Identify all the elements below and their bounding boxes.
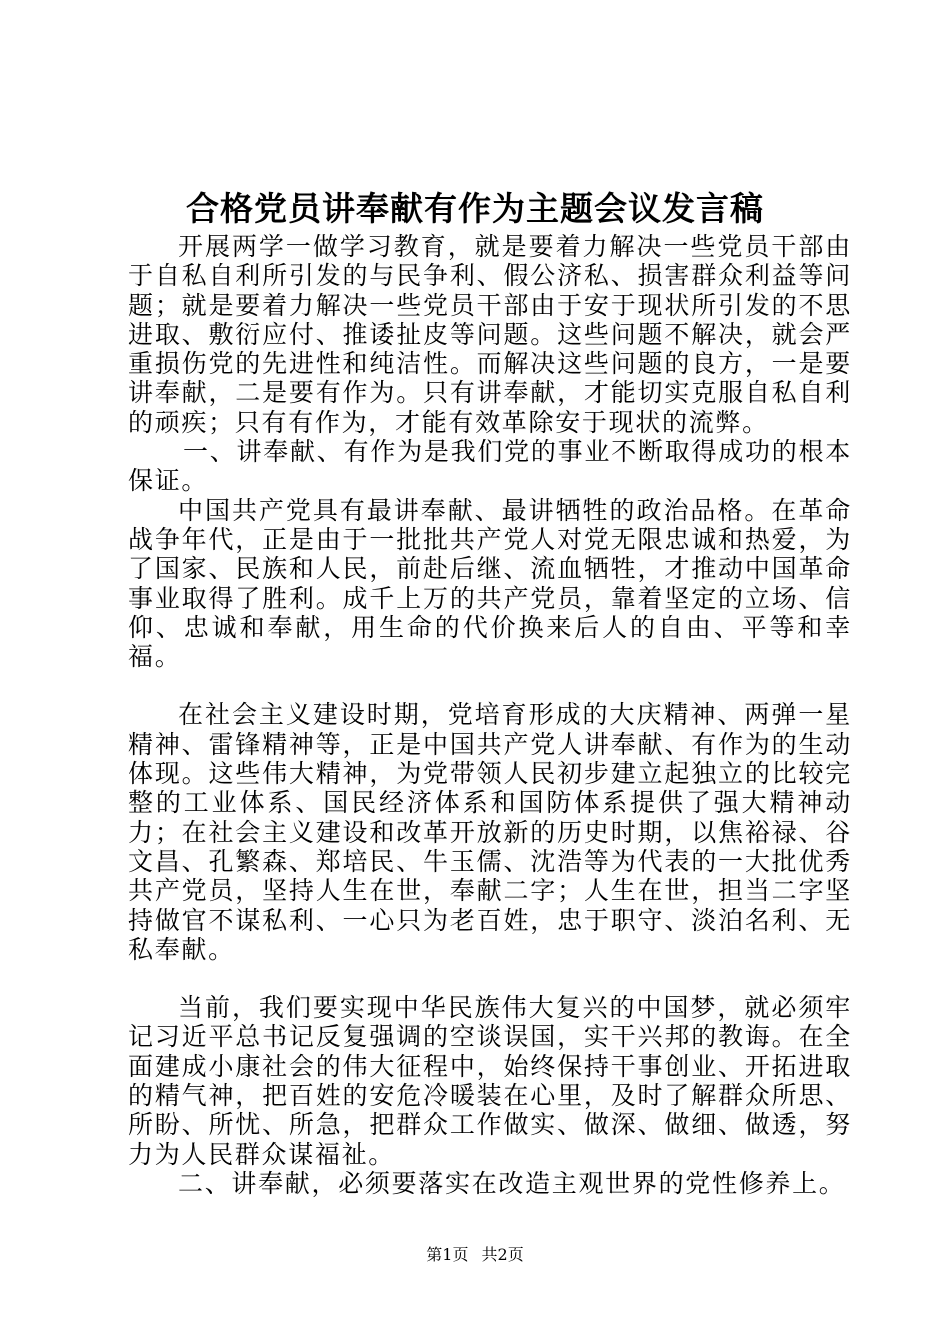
paragraph-current: 当前，我们要实现中华民族伟大复兴的中国梦，就必须牢记习近平总书记反复强调的空谈误国，实干兴邦的教诲。在全面建成小康社会的伟大征程中，始终保持干事创业、开拓进取的精气神，把百姓的安危冷暖装在心里，及时了解群众所思、所盼、所忧、所急，把群众工作做实、做深、做细、做透，努力为人民群众谋福祉。 [128, 993, 852, 1169]
section-heading-one: 一、讲奉献、有作为是我们党的事业不断取得成功的根本保证。 [128, 437, 852, 496]
page-total: 共2页 [481, 1245, 524, 1264]
page-footer [0, 1244, 950, 1266]
page-number: 第1页 [426, 1245, 469, 1264]
paragraph-intro: 开展两学一做学习教育，就是要着力解决一些党员干部由于自私自利所引发的与民争利、假公济私、损害群众利益等问题；就是要着力解决一些党员干部由于安于现状所引发的不思进取、敷衍应付、推诿扯皮等问题。这些问题不解决，就会严重损伤党的先进性和纯洁性。而解决这些问题的良方，一是要讲奉献，二是要有作为。只有讲奉献，才能切实克服自私自利的顽疾；只有有作为，才能有效革除安于现状的流弊。 [128, 232, 852, 437]
paragraph-revolution: 中国共产党具有最讲奉献、最讲牺牲的政治品格。在革命战争年代，正是由于一批批共产党人对党无限忠诚和热爱，为了国家、民族和人民，前赴后继、流血牺牲，才推动中国革命事业取得了胜利。成千上万的共产党员，靠着坚定的立场、信仰、忠诚和奉献，用生命的代价换来后人的自由、平等和幸福。 [128, 495, 852, 672]
section-heading-two: 二、讲奉献，必须要落实在改造主观世界的党性修养上。 [178, 1168, 846, 1198]
document-title: 合格党员讲奉献有作为主题会议发言稿 [186, 189, 764, 228]
paragraph-construction: 在社会主义建设时期，党培育形成的大庆精神、两弹一星精神、雷锋精神等，正是中国共产党人讲奉献、有作为的生动体现。这些伟大精神，为党带领人民初步建立起独立的比较完整的工业体系、国民经济体系和国防体系提供了强大精神动力；在社会主义建设和改革开放新的历史时期，以焦裕禄、谷文昌、孔繁森、郑培民、牛玉儒、沈浩等为代表的一大批优秀共产党员，坚持人生在世，奉献二字；人生在世，担当二字坚持做官不谋私利、一心只为老百姓，忠于职守、淡泊名利、无私奉献。 [128, 700, 852, 964]
document-body [128, 232, 852, 1198]
